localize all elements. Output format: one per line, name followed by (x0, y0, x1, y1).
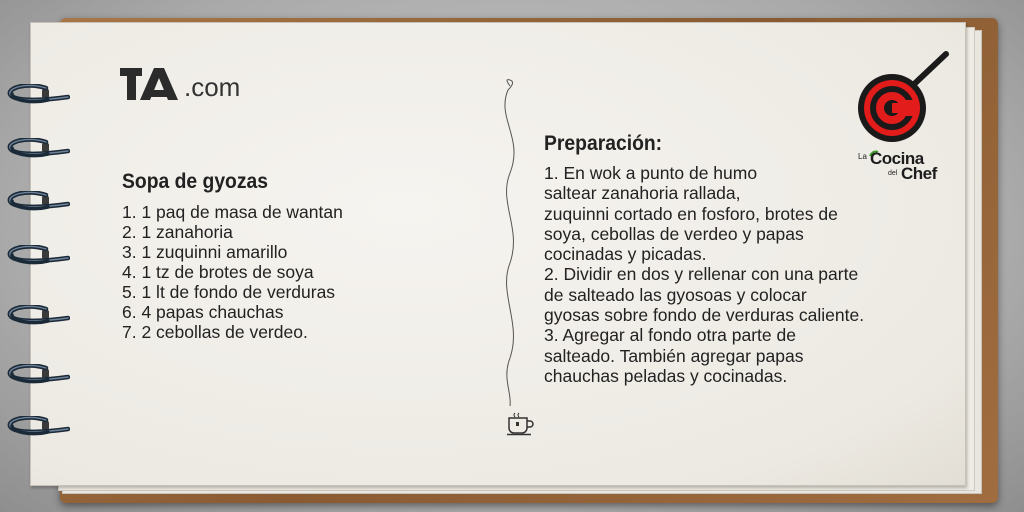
list-item: 3. 1 zuquinni amarillo (122, 242, 288, 262)
preparation-line: salteado. También agregar papas (544, 345, 804, 366)
spiral-ring-icon (6, 364, 70, 384)
preparation-line: chauchas peladas y cocinadas. (544, 365, 788, 386)
recipe-title: Sopa de gyozas (122, 170, 269, 193)
spiral-ring-icon (6, 245, 70, 265)
preparation-title: Preparación: (544, 132, 663, 155)
site-suffix: .com (184, 72, 241, 102)
preparation-line: zuquinni cortado en fosforo, brotes de (544, 203, 838, 224)
chef-logo-cocina: Cocina (870, 149, 924, 168)
preparation-line: gyosas sobre fondo de verduras caliente. (544, 305, 865, 326)
spiral-ring-icon (6, 191, 70, 211)
spiral-ring-icon (6, 84, 70, 104)
chef-logo-del: del (888, 170, 898, 177)
ta-logo-icon (120, 68, 182, 100)
wavy-divider (490, 78, 530, 408)
preparation-line: soya, cebollas de verdeo y papas (544, 223, 804, 244)
preparation-line: 3. Agregar al fondo otra parte de (544, 325, 796, 346)
spiral-ring-icon (6, 416, 70, 436)
preparation-line: saltear zanahoria rallada, (544, 183, 741, 204)
ingredient-list (122, 202, 343, 342)
spiral-ring-icon (6, 138, 70, 158)
preparation-line: de salteado las gyosoas y colocar (544, 284, 807, 305)
preparation-text (544, 163, 924, 386)
list-item: 7. 2 cebollas de verdeo. (122, 322, 308, 342)
preparation-line: cocinadas y picadas. (544, 244, 707, 265)
chef-logo-la: La (858, 152, 867, 161)
chef-logo-chef: Chef (901, 164, 937, 183)
list-item: 2. 1 zanahoria (122, 222, 233, 242)
cup-icon (506, 412, 536, 436)
list-item: 1. 1 paq de masa de wantan (122, 202, 343, 222)
list-item: 5. 1 lt de fondo de verduras (122, 282, 336, 302)
spiral-ring-icon (6, 305, 70, 325)
list-item: 6. 4 papas chauchas (122, 302, 284, 322)
list-item: 4. 1 tz de brotes de soya (122, 262, 314, 282)
preparation-line: 2. Dividir en dos y rellenar con una parte (544, 264, 859, 285)
preparation-line: 1. En wok a punto de humo (544, 163, 758, 183)
site-logo (120, 66, 240, 100)
